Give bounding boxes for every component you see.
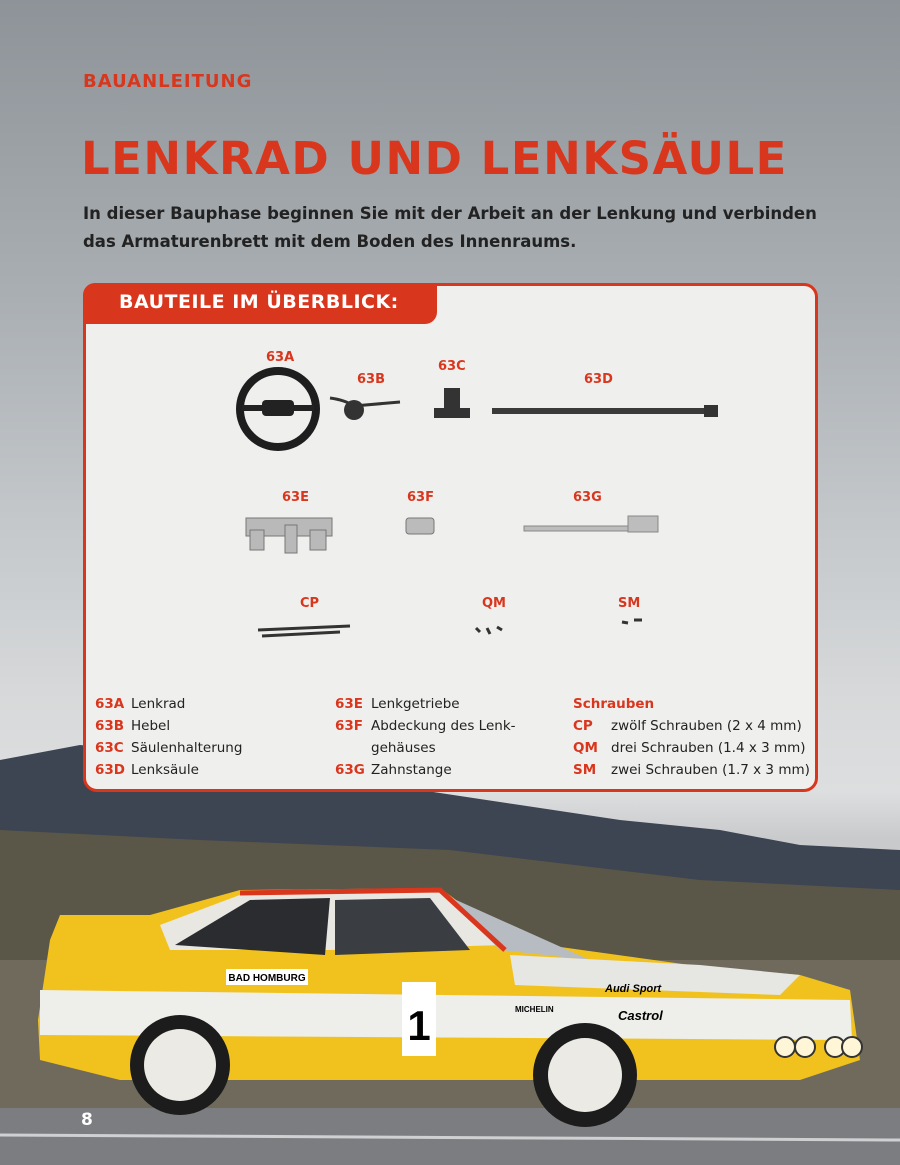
part-label-qm: QM [482, 596, 506, 611]
page-title: LENKRAD UND LENKSÄULE [81, 132, 788, 185]
rack-part [524, 516, 658, 532]
cp-screws [258, 626, 350, 636]
decal-bad-homburg: BAD HOMBURG [228, 973, 306, 984]
legend-item: gehäuses [371, 740, 436, 756]
gear-cover-part [406, 518, 434, 534]
part-label-63c: 63C [438, 359, 466, 374]
section-kicker: BAUANLEITUNG [83, 71, 253, 92]
decal-audi-sport: Audi Sport [605, 983, 662, 995]
legend-item: 63F Abdeckung des Lenk- [335, 718, 516, 734]
legend-column-2 [335, 693, 516, 781]
steering-gear-part [246, 518, 332, 553]
legend-item: 63G Zahnstange [335, 762, 452, 778]
part-label-63e: 63E [282, 490, 309, 505]
qm-screws [476, 627, 502, 634]
part-label-63f: 63F [407, 490, 434, 505]
decal-michelin: MICHELIN [515, 1005, 554, 1014]
page-number: 8 [81, 1110, 93, 1130]
part-label-63d: 63D [584, 372, 613, 387]
legend-item: 63E Lenkgetriebe [335, 696, 460, 712]
steering-column-part [492, 405, 718, 417]
column-bracket-part [434, 388, 470, 418]
legend-item: 63C Säulenhalterung [95, 740, 243, 756]
legend-item: QM drei Schrauben (1.4 x 3 mm) [573, 740, 806, 756]
legend-item: 63A Lenkrad [95, 696, 186, 712]
part-label-63b: 63B [357, 372, 385, 387]
parts-overview-title: BAUTEILE IM ÜBERBLICK: [83, 283, 437, 324]
lever-part [330, 398, 400, 420]
legend-column-3 [573, 693, 810, 781]
legend-item: 63B Hebel [95, 718, 171, 734]
sm-screws [622, 620, 642, 623]
legend-item: CP zwölf Schrauben (2 x 4 mm) [573, 718, 802, 734]
part-label-cp: CP [300, 596, 320, 611]
decal-castrol: Castrol [618, 1008, 663, 1023]
intro-line: das Armaturenbrett mit dem Boden des Innenraums. [83, 232, 577, 251]
legend-item: SM zwei Schrauben (1.7 x 3 mm) [573, 762, 810, 778]
screws-heading: Schrauben [573, 696, 655, 712]
part-label-63g: 63G [573, 490, 602, 505]
intro-line: In dieser Bauphase beginnen Sie mit der Arbeit an der Lenkung und verbinden [83, 204, 817, 223]
steering-wheel-part [240, 371, 316, 447]
legend-column-1 [95, 693, 242, 781]
part-label-63a: 63A [266, 350, 295, 365]
legend-item: 63D Lenksäule [95, 762, 199, 778]
car-number: 1 [407, 1002, 431, 1049]
part-label-sm: SM [618, 596, 641, 611]
